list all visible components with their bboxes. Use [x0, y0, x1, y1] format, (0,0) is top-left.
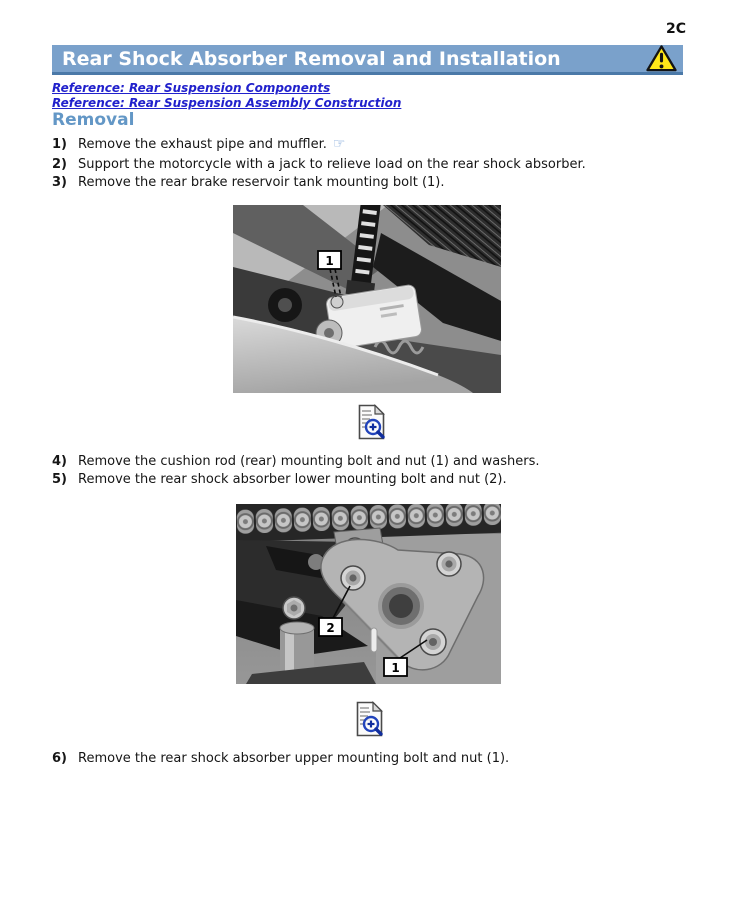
figure-brake-reservoir-photo [233, 205, 501, 393]
step-3 [52, 175, 445, 191]
step-2 [52, 157, 586, 173]
step-text: Remove the rear brake reservoir tank mounting bolt (1). [78, 175, 445, 190]
page-title: Rear Shock Absorber Removal and Installation [62, 47, 561, 70]
step-number: 6) [52, 751, 67, 766]
see-reference-icon[interactable]: ☞ [332, 136, 346, 152]
step-text: Remove the cushion rod (rear) mounting bolt and nut (1) and washers. [78, 454, 540, 469]
step-text: Remove the rear shock absorber lower mounting bolt and nut (2). [78, 472, 507, 487]
page-number: 2C [665, 21, 686, 37]
callout-1-label: 1 [325, 254, 334, 268]
step-6 [52, 751, 509, 767]
step-number: 2) [52, 157, 67, 172]
step-number: 1) [52, 137, 67, 152]
step-number: 3) [52, 175, 67, 190]
section-title-bar [52, 45, 683, 75]
cushion-lever-photo-image [236, 504, 501, 684]
step-text: Remove the rear shock absorber upper mounting bolt and nut (1). [78, 751, 510, 766]
document-magnifier-icon [356, 701, 383, 737]
brake-reservoir-photo-image [233, 205, 501, 393]
step-1 [52, 136, 345, 153]
enlarge-image-button-2[interactable] [356, 701, 383, 737]
step-text: Support the motorcycle with a jack to relieve load on the rear shock absorber. [78, 157, 586, 172]
removal-heading: Removal [52, 110, 135, 130]
step-4 [52, 454, 540, 470]
step-5 [52, 472, 507, 488]
enlarge-image-button-1[interactable] [358, 404, 385, 440]
step-number: 4) [52, 454, 67, 469]
step-text: Remove the exhaust pipe and muffler. [78, 137, 327, 152]
step-number: 5) [52, 472, 67, 487]
reference-link-rear-suspension-components[interactable]: Reference: Rear Suspension Components [52, 81, 331, 95]
warning-icon [645, 44, 678, 73]
figure-cushion-lever-photo [236, 504, 501, 684]
bolt-1-target [331, 296, 343, 308]
callout-2-label: 2 [326, 621, 335, 635]
callout-1-label: 1 [391, 661, 400, 675]
reference-link-rear-suspension-assembly-construction[interactable]: Reference: Rear Suspension Assembly Construction [52, 96, 402, 110]
callout-2 [319, 618, 342, 636]
document-magnifier-icon [358, 404, 385, 440]
callout-1 [384, 658, 407, 676]
reference-links [52, 81, 401, 111]
callout-1 [318, 251, 341, 269]
